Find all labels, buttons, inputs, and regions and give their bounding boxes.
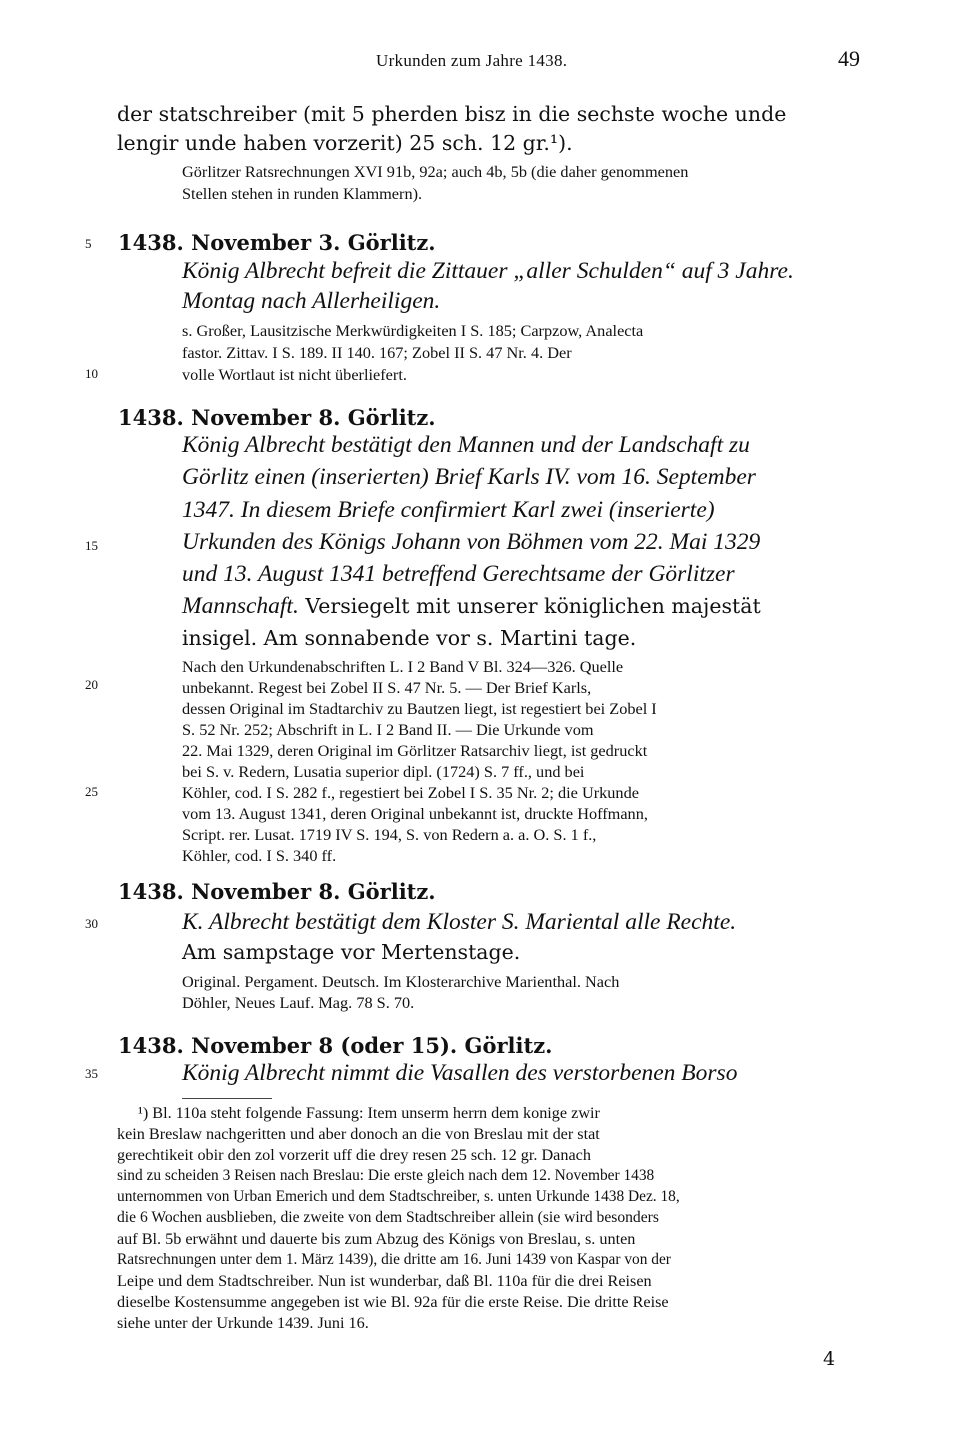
text-line: Am sampstage vor Mertenstage.	[182, 940, 521, 964]
note-line: Görlitzer Ratsrechnungen XVI 91b, 92a; auch 4b, 5b (die daher genommenen	[182, 162, 689, 181]
note-line: s. Großer, Lausitzische Merkwürdigkeiten I S. 185; Carpzow, Analecta	[182, 321, 644, 340]
regest-line: 1347. In diesem Briefe confirmiert Karl zwei (inserierte)	[182, 497, 715, 523]
footnote-line: kein Breslaw nachgeritten und aber donoch an die von Breslau mit der stat	[117, 1125, 600, 1143]
mixed-line	[182, 595, 761, 619]
footnote-line: dieselbe Kostensumme angegeben ist wie Bl. 92a für die erste Reise. Die dritte Reise	[117, 1293, 669, 1311]
footnote-line: die 6 Wochen ausblieben, die zweite von dem Stadtschreiber allein (sie wird besonders	[117, 1209, 659, 1226]
note-line: Döhler, Neues Lauf. Mag. 78 S. 70.	[182, 993, 415, 1012]
footnote-line: siehe unter der Urkunde 1439. Juni 16.	[117, 1314, 369, 1332]
text-line: insigel. Am sonnabende vor s. Martini tage.	[182, 626, 637, 650]
running-title: Urkunden zum Jahre 1438.	[376, 51, 568, 70]
line-number: 5	[85, 236, 92, 251]
note-line: Script. rer. Lusat. 1719 IV S. 194, S. von Redern a. a. O. S. 1 f.,	[182, 825, 597, 844]
note-line: unbekannt. Regest bei Zobel II S. 47 Nr. 5. — Der Brief Karls,	[182, 678, 592, 697]
note-line: 22. Mai 1329, deren Original im Görlitzer Ratsarchiv liegt, ist gedruckt	[182, 741, 648, 760]
regest-line: Urkunden des Königs Johann von Böhmen vom 22. Mai 1329	[182, 529, 761, 555]
footnote-line: ¹) Bl. 110a steht folgende Fassung: Item unserm herrn dem konige zwir	[138, 1104, 600, 1122]
note-line: fastor. Zittav. I S. 189. II 140. 167; Zobel II S. 47 Nr. 4. Der	[182, 343, 572, 362]
regest-line: König Albrecht nimmt die Vasallen des verstorbenen Borso	[182, 1060, 738, 1086]
line-number: 35	[85, 1066, 98, 1081]
footnote-line: Ratsrechnungen unter dem 1. März 1439), die dritte am 16. Juni 1439 von Kaspar von der	[117, 1251, 671, 1268]
entry-heading: 1438. November 8 (oder 15). Görlitz.	[118, 1033, 553, 1058]
regest-line: König Albrecht befreit die Zittauer „aller Schulden“ auf 3 Jahre.	[182, 258, 794, 284]
entry-heading: 1438. November 8. Görlitz.	[118, 405, 436, 430]
text-line: lengir unde haben vorzerit) 25 sch. 12 gr.¹).	[117, 131, 573, 155]
note-line: Nach den Urkundenabschriften L. I 2 Band V Bl. 324—326. Quelle	[182, 657, 624, 676]
entry-heading: 1438. November 3. Görlitz.	[118, 230, 436, 255]
note-line: Köhler, cod. I S. 282 f., regestiert bei Zobel I S. 35 Nr. 2; die Urkunde	[182, 783, 639, 802]
line-number: 30	[85, 916, 98, 931]
entry-heading: 1438. November 8. Görlitz.	[118, 879, 436, 904]
line-number: 10	[85, 366, 98, 381]
footnote-rule	[182, 1098, 272, 1099]
note-line: Stellen stehen in runden Klammern).	[182, 184, 423, 203]
note-line: dessen Original im Stadtarchiv zu Bautzen liegt, ist regestiert bei Zobel I	[182, 699, 657, 718]
regest-line: K. Albrecht bestätigt dem Kloster S. Mariental alle Rechte.	[182, 909, 737, 935]
line-number: 15	[85, 538, 98, 553]
note-line: Köhler, cod. I S. 340 ff.	[182, 846, 337, 865]
note-line: Original. Pergament. Deutsch. Im Klosterarchive Marienthal. Nach	[182, 972, 620, 991]
text-fragment: Versiegelt mit unserer königlichen majestät	[298, 594, 761, 618]
footnote-line: unternommen von Urban Emerich und dem Stadtschreiber, s. unten Urkunde 1438 Dez. 18,	[117, 1188, 680, 1205]
note-line: S. 52 Nr. 252; Abschrift in L. I 2 Band II. — Die Urkunde vom	[182, 720, 594, 739]
line-number: 25	[85, 784, 98, 799]
regest-line: Montag nach Allerheiligen.	[182, 288, 441, 314]
note-line: bei S. v. Redern, Lusatia superior dipl. (1724) S. 7 ff., und bei	[182, 762, 585, 781]
regest-line: König Albrecht bestätigt den Mannen und der Landschaft zu	[182, 432, 750, 458]
regest-line: Görlitz einen (inserierten) Brief Karls IV. vom 16. September	[182, 464, 756, 490]
footnote-line: Leipe und dem Stadtschreiber. Nun ist wunderbar, daß Bl. 110a für die drei Reisen	[117, 1272, 652, 1290]
line-number: 20	[85, 677, 98, 692]
regest-fragment: Mannschaft.	[182, 593, 299, 619]
regest-line: und 13. August 1341 betreffend Gerechtsame der Görlitzer	[182, 561, 735, 587]
page-number: 49	[838, 46, 860, 71]
footnote-line: gerechtikeit obir den zol vorzerit uff die drey resen 25 sch. 12 gr. Danach	[117, 1146, 591, 1164]
footnote-line: sind zu scheiden 3 Reisen nach Breslau: Die erste gleich nach dem 12. November 1438	[117, 1167, 655, 1184]
text-line: der statschreiber (mit 5 pherden bisz in die sechste woche unde	[117, 102, 787, 126]
signature-mark: 4	[823, 1348, 836, 1370]
note-line: vom 13. August 1341, deren Original unbekannt ist, druckte Hoffmann,	[182, 804, 648, 823]
note-line: volle Wortlaut ist nicht überliefert.	[182, 365, 407, 384]
footnote-line: auf Bl. 5b erwähnt und dauerte bis zum Abzug des Königs von Breslau, s. unten	[117, 1230, 636, 1248]
